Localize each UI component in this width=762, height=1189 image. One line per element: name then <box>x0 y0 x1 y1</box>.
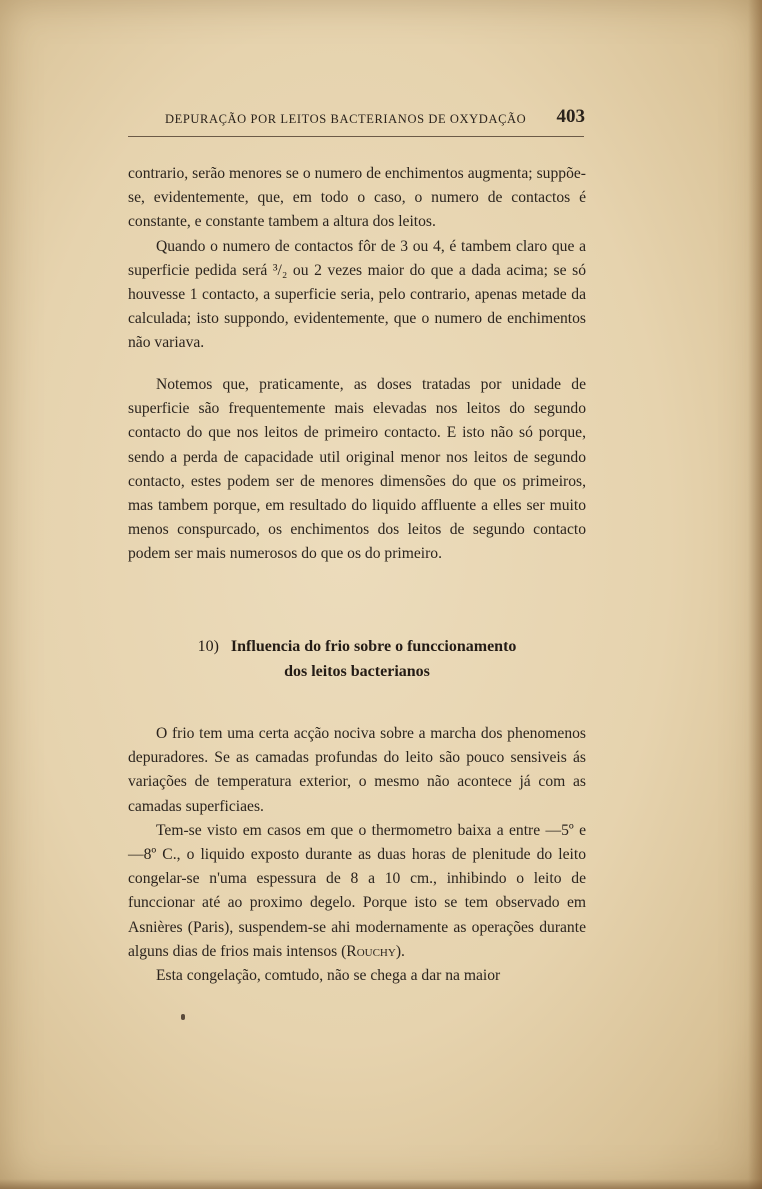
text-block-1 <box>128 162 586 356</box>
running-head <box>165 106 585 130</box>
page-edge-shadow <box>748 0 762 1189</box>
page-number: 403 <box>556 106 585 127</box>
paragraph: O frio tem uma certa acção nociva sobre a marcha dos phenomenos depuradores. Se as camadas profundas do leito são pouco sensiveis ás variações de temperatura exterior, o mesmo não acontece já com as camadas superficiaes. <box>128 725 586 815</box>
page-bottom-shadow <box>0 1179 762 1189</box>
section-title-2: dos leitos bacterianos <box>284 663 430 680</box>
paragraph: Esta congelação, comtudo, não se chega a dar na maior <box>156 967 501 985</box>
text-block-2 <box>128 373 586 567</box>
paragraph: Quando o numero de contactos fôr de 3 ou 4, é tambem claro que a superficie pedida será ³/₂ ou 2 vezes maior do que a dada acima; se só houvesse 1 contacto, a superficie seria, pelo contrario, apenas metade da calculada; isto suppondo, evidentemente, que o numero de enchimentos não variava. <box>128 237 586 352</box>
header-rule <box>128 136 584 137</box>
paragraph <box>128 819 586 964</box>
section-heading <box>128 634 586 684</box>
text-block-3 <box>128 722 586 988</box>
paragraph-end: ). <box>395 942 405 960</box>
ink-speck <box>181 1014 185 1020</box>
author-name: Rouchy <box>346 942 396 960</box>
running-title: DEPURAÇÃO POR LEITOS BACTERIANOS DE OXYDAÇÃO <box>165 112 527 126</box>
paragraph-text: Tem-se visto em casos em que o thermometro baixa a entre —5º e —8º C., o liquido exposto durante as duas horas de plenitude do leito congelar-se n'uma espessura de 8 a 10 cm., inhibindo o leito de funccionar até ao proximo degelo. Porque isto se tem observado em Asnières (Paris), suspendem-se ahi modernamente as operações durante alguns dias de frios mais intensos ( <box>128 821 586 960</box>
paragraph: contrario, serão menores se o numero de enchimentos augmenta; suppõe-se, evidentemente, que, em todo o caso, o numero de contactos é constante, e constante tambem a altura dos leitos. <box>128 165 586 231</box>
paragraph: Notemos que, praticamente, as doses tratadas por unidade de superficie são frequentemente mais elevadas nos leitos do segundo contacto do que nos leitos de primeiro contacto. E isto não só porque, sendo a perda de capacidade util original menor nos leitos de segundo contacto, estes podem ser de menores dimensões do que os primeiros, mas tambem porque, em resultado do liquido affluente a elles ser muito menos conspurcado, os enchimentos dos leitos de segundo contacto podem ser mais numerosos do que os do primeiro. <box>128 376 586 563</box>
section-title-1: Influencia do frio sobre o funccionamento <box>230 638 517 655</box>
section-heading-line-1 <box>128 634 586 659</box>
section-number: 10) <box>197 638 219 655</box>
